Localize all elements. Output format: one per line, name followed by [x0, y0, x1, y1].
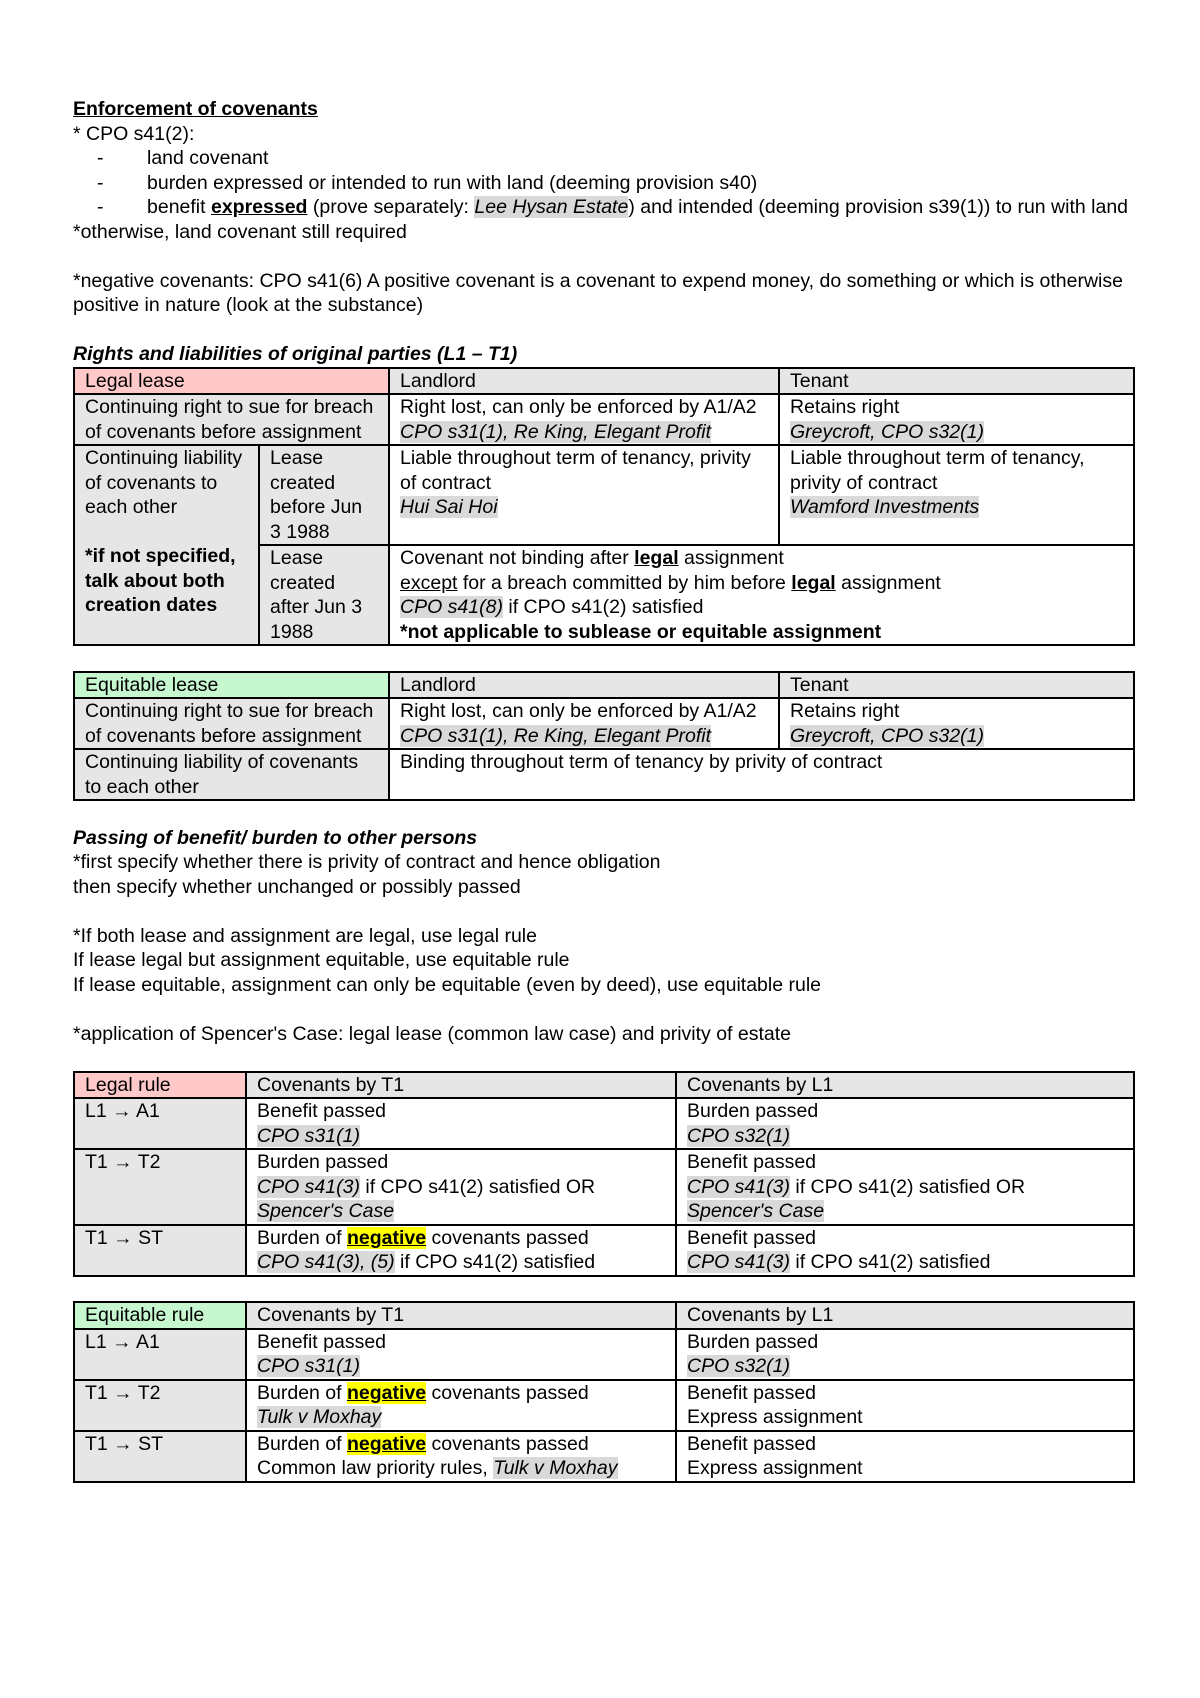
- table-cell: Burden of negative covenants passed CPO s41(3), (5) if CPO s41(2) satisfied: [246, 1225, 676, 1276]
- table-header: Tenant: [779, 672, 1134, 699]
- passing-note: If lease equitable, assignment can only be equitable (even by deed), use equitable rule: [73, 973, 821, 996]
- table-cell: Lease created before Jun 3 1988: [259, 445, 389, 545]
- table-cell: Benefit passed CPO s41(3) if CPO s41(2) satisfied OR Spencer's Case: [676, 1149, 1134, 1225]
- table-cell: L1 → A1: [74, 1098, 246, 1149]
- table-row: [74, 672, 1134, 699]
- table-header: Equitable rule: [74, 1302, 246, 1329]
- table-cell: Liable throughout term of tenancy, privity of contract Hui Sai Hoi: [389, 445, 779, 545]
- document-page: [73, 97, 1133, 1483]
- table-header: Covenants by L1: [676, 1302, 1134, 1329]
- table-cell: Burden passed CPO s41(3) if CPO s41(2) satisfied OR Spencer's Case: [246, 1149, 676, 1225]
- table-cell: Benefit passed CPO s31(1): [246, 1098, 676, 1149]
- table-cell: Benefit passed Express assignment: [676, 1431, 1134, 1482]
- passing-note: then specify whether unchanged or possibly passed: [73, 875, 521, 898]
- table-cell: Right lost, can only be enforced by A1/A2 CPO s31(1), Re King, Elegant Profit: [389, 394, 779, 445]
- table-cell: Benefit passed Express assignment: [676, 1380, 1134, 1431]
- table-cell: T1 → T2: [74, 1149, 246, 1225]
- table-row: [74, 1329, 1134, 1380]
- equitable-lease-table: [73, 671, 1135, 802]
- list-item: - burden expressed or intended to run with land (deeming provision s40): [73, 171, 1133, 196]
- table-row: [74, 1431, 1134, 1482]
- section-title-passing: Passing of benefit/ burden to other persons: [73, 826, 478, 849]
- table-cell: T1 → T2: [74, 1380, 246, 1431]
- case-name: Lee Hysan Estate: [474, 196, 629, 218]
- cpo-s41-line: * CPO s41(2):: [73, 122, 195, 145]
- legal-rule-table: [73, 1071, 1135, 1277]
- table-cell: Binding throughout term of tenancy by privity of contract: [389, 749, 1134, 800]
- table-header: Tenant: [779, 368, 1134, 395]
- table-cell: Benefit passed CPO s31(1): [246, 1329, 676, 1380]
- table-cell: Continuing liability of covenants to each other *if not specified, talk about both creation dates: [74, 445, 259, 645]
- table-cell: Burden passed CPO s32(1): [676, 1098, 1134, 1149]
- table-cell: Retains right Greycroft, CPO s32(1): [779, 394, 1134, 445]
- table-row: [74, 1302, 1134, 1329]
- passing-note: *first specify whether there is privity of contract and hence obligation: [73, 851, 661, 873]
- table-row: [74, 1149, 1134, 1225]
- otherwise-note: *otherwise, land covenant still required: [73, 220, 407, 243]
- table-header: Covenants by T1: [246, 1302, 676, 1329]
- requirements-list: [73, 146, 1133, 220]
- table-header: Covenants by L1: [676, 1072, 1134, 1099]
- table-cell: Liable throughout term of tenancy, privity of contract Wamford Investments: [779, 445, 1134, 545]
- table-cell: Lease created after Jun 3 1988: [259, 545, 389, 645]
- negative-covenants-note: *negative covenants: CPO s41(6) A positive covenant is a covenant to expend money, do something or which is otherwise positive in nature (look at the substance): [73, 269, 1123, 316]
- table-cell: Burden of negative covenants passed Tulk v Moxhay: [246, 1380, 676, 1431]
- legal-lease-table: [73, 367, 1135, 647]
- table-header: Legal rule: [74, 1072, 246, 1099]
- table-row: [74, 1072, 1134, 1099]
- table-cell: T1 → ST: [74, 1225, 246, 1276]
- list-item: - benefit expressed (prove separately: Lee Hysan Estate) and intended (deeming provision s39(1)) to run with land: [73, 195, 1133, 220]
- table-cell: Benefit passed CPO s41(3) if CPO s41(2) satisfied: [676, 1225, 1134, 1276]
- table-row: [74, 368, 1134, 395]
- table-row: [74, 1098, 1134, 1149]
- table-cell: Burden passed CPO s32(1): [676, 1329, 1134, 1380]
- equitable-rule-table: [73, 1301, 1135, 1483]
- list-item: - land covenant: [73, 146, 1133, 171]
- passing-note: If lease legal but assignment equitable, use equitable rule: [73, 949, 570, 971]
- table-row: [74, 394, 1134, 445]
- table-header: Legal lease: [74, 368, 389, 395]
- table-row: [74, 698, 1134, 749]
- table-cell: L1 → A1: [74, 1329, 246, 1380]
- table-row: [74, 1380, 1134, 1431]
- table-cell: Continuing right to sue for breach of covenants before assignment: [74, 394, 389, 445]
- table-cell: Retains right Greycroft, CPO s32(1): [779, 698, 1134, 749]
- table-row: [74, 749, 1134, 800]
- table-cell: Right lost, can only be enforced by A1/A2 CPO s31(1), Re King, Elegant Profit: [389, 698, 779, 749]
- table-cell: Burden of negative covenants passed Common law priority rules, Tulk v Moxhay: [246, 1431, 676, 1482]
- table-header: Landlord: [389, 672, 779, 699]
- table-header: Equitable lease: [74, 672, 389, 699]
- passing-note: *application of Spencer's Case: legal lease (common law case) and privity of estate: [73, 1022, 792, 1045]
- table-header: Covenants by T1: [246, 1072, 676, 1099]
- passing-note: *If both lease and assignment are legal, use legal rule: [73, 924, 537, 947]
- table-header: Landlord: [389, 368, 779, 395]
- section-title-enforcement: Enforcement of covenants: [73, 98, 318, 120]
- section-title-rights: Rights and liabilities of original parties (L1 – T1): [73, 343, 518, 365]
- table-cell: Continuing right to sue for breach of covenants before assignment: [74, 698, 389, 749]
- table-cell: T1 → ST: [74, 1431, 246, 1482]
- table-row: [74, 1225, 1134, 1276]
- table-cell: Covenant not binding after legal assignment except for a breach committed by him before legal assignment CPO s41(8) if CPO s41(2) satisfied *not applicable to sublease or equitable assignment: [389, 545, 1134, 645]
- table-row: [74, 445, 1134, 545]
- table-cell: Continuing liability of covenants to each other: [74, 749, 389, 800]
